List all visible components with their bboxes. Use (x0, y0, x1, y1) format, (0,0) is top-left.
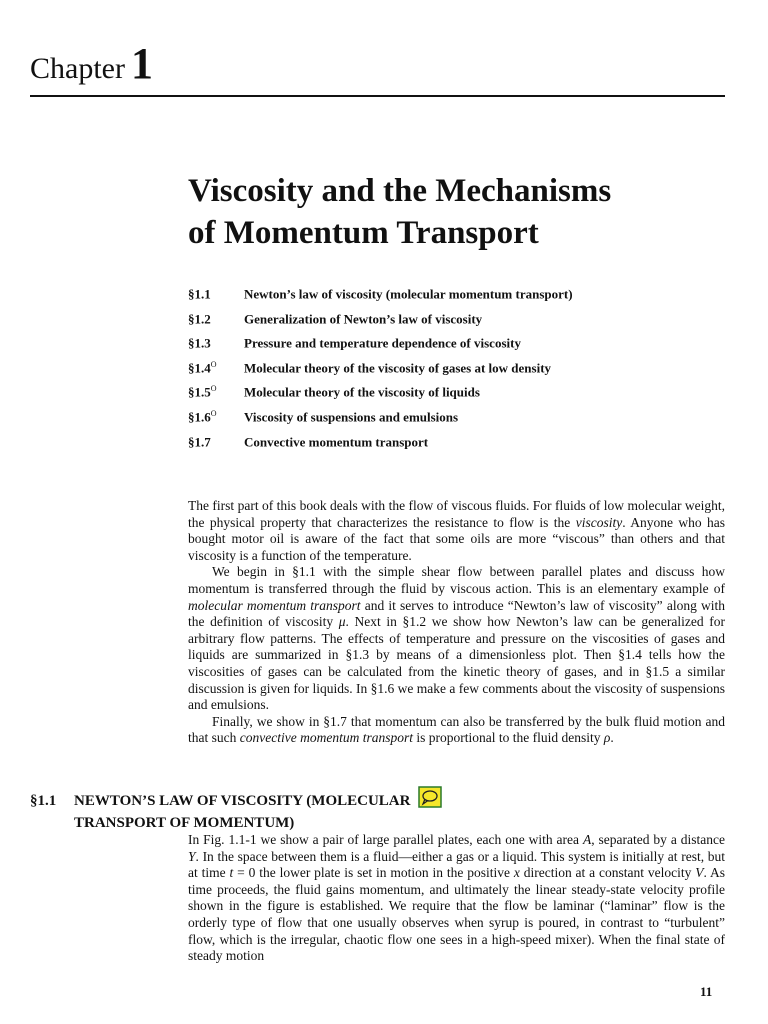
section-number: §1.1 (30, 793, 57, 809)
toc-item (188, 311, 728, 336)
toc-section-title: Generalization of Newton’s law of viscosity (244, 310, 483, 326)
toc-section-number: $\S 1.5^O$ (188, 384, 217, 400)
toc-section-title: Viscosity of suspensions and emulsions (244, 409, 459, 425)
toc-item (188, 434, 728, 459)
page-number: 11 (700, 984, 713, 999)
intro-paragraph-1: The first part of this book deals with the flow of viscous fluids. For fluids of low molecular weight, the physical property that characterizes the resistance to flow is the viscosity. Anyone who has bought motor oil is aware of the fact that some oils are more “viscous” than others and that viscosity is a function of the temperature. (188, 498, 726, 563)
toc-section-number: §1.3 (188, 335, 211, 351)
body-paragraph: In Fig. 1.1-1 we show a pair of large parallel plates, each one with area A, separated by a distance Y. In the space between them is a fluid—either a gas or a liquid. This system is initially at rest, but at time t = 0 the lower plate is set in motion in the positive x direction at a constant velocity V. As time proceeds, the fluid gains momentum, and ultimately the linear steady-state velocity profile shown in the figure is established. We require that the flow be laminar (“laminar” flow is the orderly type of flow that one usually observes when syrup is poured, in contrast to “turbulent” flow, which is the irregular, chaotic flow one sees in a high-speed mixer). When the final state of steady motion (188, 832, 725, 964)
chapter-label (30, 39, 153, 88)
chapter-title-line-1: Viscosity and the Mechanisms (188, 173, 612, 209)
toc-section-title: Molecular theory of the viscosity of gases at low density (244, 360, 552, 376)
toc-section-number: §1.2 (188, 310, 211, 326)
toc-section-number: $\S 1.6^O$ (188, 408, 217, 425)
chapter-title-line-2: of Momentum Transport (188, 215, 539, 251)
section-contents-list (188, 286, 728, 458)
section-title-line-1: NEWTON’S LAW OF VISCOSITY (MOLECULAR (74, 793, 411, 809)
toc-item (188, 384, 728, 409)
intro-text (188, 498, 725, 747)
intro-paragraph-2: We begin in §1.1 with the simple shear flow between parallel plates and discuss how momentum is transferred through the fluid by viscous action. This is an elementary example of molecular momentum transport and it serves to introduce “Newton’s law of viscosity” along with the definition of viscosity μ. Next in §1.2 we show how Newton’s law can be generalized for arbitrary flow patterns. The effects of temperature and pressure on the viscosities of gases and liquids are summarized in §1.3 by means of a dimensionless plot. Then §1.4 tells how the viscosities of gases can be calculated from the kinetic theory of gases, and in §1.5 a similar discussion is given for liquids. In §1.6 we make a few comments about the viscosity of suspensions and emulsions. (188, 564, 725, 713)
toc-section-number: §1.7 (188, 433, 211, 449)
toc-item (188, 360, 728, 385)
toc-section-title: Newton’s law of viscosity (molecular momentum transport) (244, 286, 573, 302)
toc-item (188, 409, 728, 434)
toc-section-title: Molecular theory of the viscosity of liquids (244, 384, 480, 400)
chapter-word: Chapter (30, 52, 125, 85)
toc-section-title: Convective momentum transport (244, 433, 429, 449)
toc-item (188, 335, 728, 360)
toc-section-number: $\S 1.4^O$ (188, 359, 217, 376)
toc-section-number: §1.1 (188, 286, 211, 302)
toc-section-title: Pressure and temperature dependence of viscosity (244, 335, 521, 351)
comment-icon[interactable] (418, 786, 442, 814)
intro-paragraph-3: Finally, we show in §1.7 that momentum can also be transferred by the bulk fluid motion and that such convective momentum transport is proportional to the fluid density ρ. (188, 713, 725, 746)
chapter-title (188, 170, 728, 254)
chapter-number: 1 (130, 39, 153, 88)
chapter-divider (30, 95, 725, 97)
toc-item (188, 286, 728, 311)
section-heading (30, 786, 630, 833)
section-title-line-2: TRANSPORT OF MOMENTUM) (74, 815, 295, 831)
